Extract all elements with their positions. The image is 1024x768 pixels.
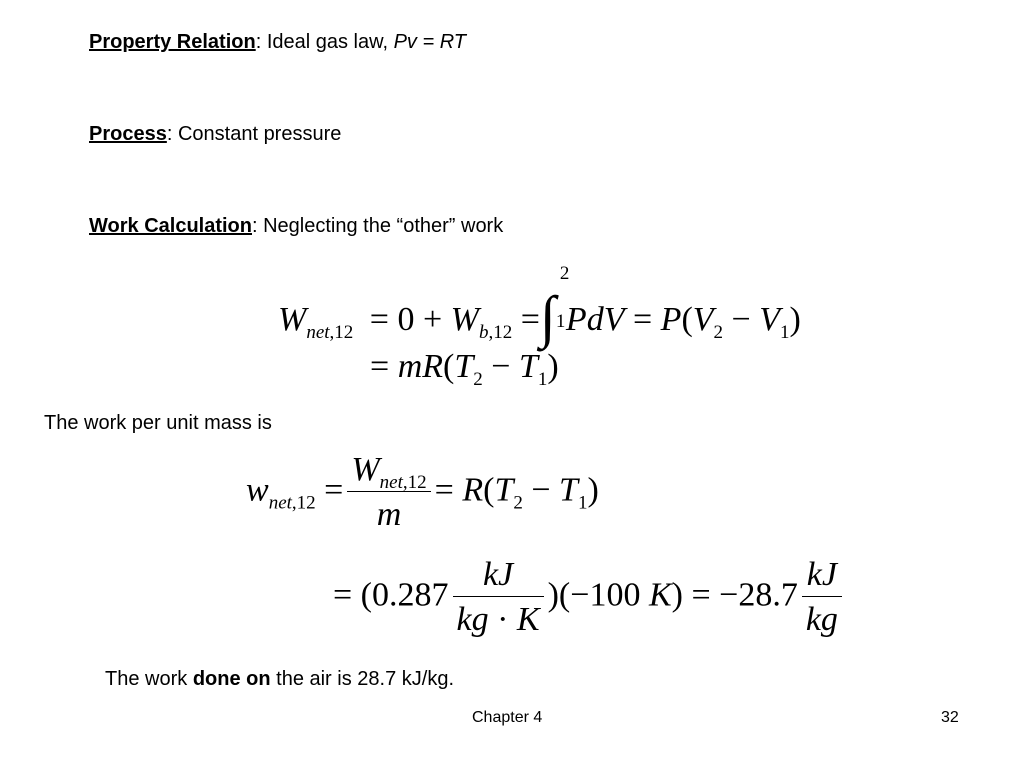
conclusion-prefix: The work — [105, 668, 193, 690]
property-relation-label: Property Relation — [89, 31, 256, 53]
process-text: : Constant pressure — [166, 123, 342, 145]
property-relation-line — [89, 31, 466, 54]
footer-page-number: 32 — [941, 709, 959, 726]
equation-mrt: = $mR(T_2 - T_1)$ — [370, 348, 559, 390]
property-relation-text: : Ideal gas law, — [255, 31, 394, 53]
work-calculation-label: Work Calculation — [89, 215, 252, 237]
conclusion-emphasis: done on — [192, 668, 271, 690]
unit-mass-intro: The work per unit mass is — [44, 412, 272, 434]
kj-per-kg-fraction: $\frac{kJ}{kg}$ — [802, 558, 842, 637]
conclusion-suffix: the air is 28.7 kJ/kg. — [270, 668, 454, 690]
work-over-mass-fraction: $\frac{W_{net,12}}{m}$ — [347, 453, 430, 532]
work-calculation-line — [89, 215, 503, 238]
kj-per-kg-k-fraction: $\frac{kJ}{kg \cdot K}$ — [453, 558, 544, 637]
result-value: −28.7 — [719, 576, 798, 614]
ideal-gas-formula: Pv = RT — [393, 31, 467, 53]
process-line — [89, 123, 341, 146]
conclusion-line — [105, 668, 454, 691]
equation-specific-work: $w_{net,12}$ = $\frac{W_{net,12}}{m}$ = $R(T_2 - T_1)$ — [246, 451, 599, 533]
footer-chapter: Chapter 4 — [472, 709, 543, 726]
integral-sign: ∫ 2 1 — [539, 263, 570, 349]
process-label: Process — [89, 123, 167, 145]
equation-net-work: $W_{net,12} = 0 + W_{b,12}$ =∫ 2 1 PdV = $P(V_2 - V_1)$ — [278, 263, 801, 349]
equation-numeric-result: = (0.287 $\frac{kJ}{kg \cdot K}$ )(−100 K) = −28.7 $\frac{kJ}{kg}$ — [333, 558, 846, 637]
gas-constant-value: 0.287 — [372, 576, 449, 614]
temperature-change-value: −100 — [570, 576, 641, 614]
work-calculation-text: : Neglecting the “other” work — [252, 215, 504, 237]
